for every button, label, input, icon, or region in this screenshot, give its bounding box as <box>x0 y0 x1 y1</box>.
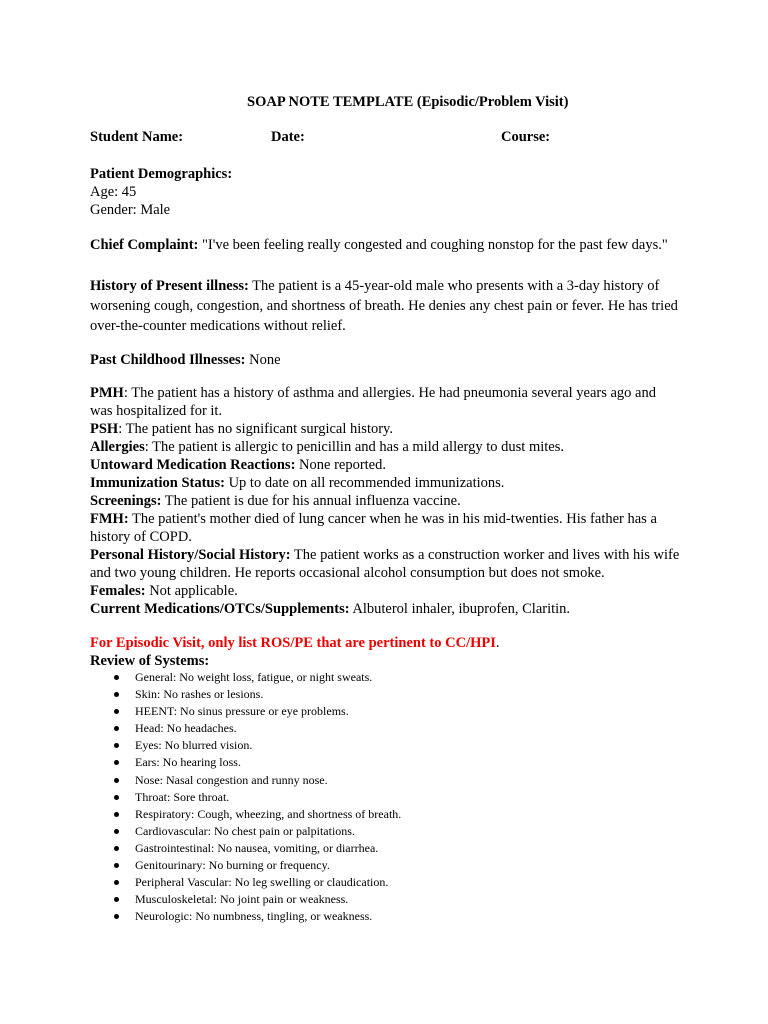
pmh-text: : The patient has a history of asthma and allergies. He had pneumonia several years ago and was hospitalized for it. <box>90 385 656 419</box>
untoward-text: None reported. <box>295 457 386 473</box>
episodic-note-text: For Episodic Visit, only list ROS/PE that are pertinent to CC/HPI <box>90 635 496 651</box>
chief-complaint-label: Chief Complaint: <box>90 237 199 253</box>
header-row <box>90 129 680 149</box>
history-present-illness <box>90 276 680 336</box>
past-childhood-illnesses <box>90 351 680 369</box>
history-line-allergies <box>90 438 680 456</box>
psh-text: : The patient has no significant surgical history. <box>118 421 393 437</box>
females-label: Females: <box>90 583 146 599</box>
list-item <box>90 874 680 891</box>
ros-list <box>90 669 680 925</box>
history-line-immunization <box>90 474 680 492</box>
fmh-label: FMH: <box>90 511 129 527</box>
bullet-icon <box>114 829 119 834</box>
social-history-label: Personal History/Social History: <box>90 547 291 563</box>
history-line-pmh <box>90 384 680 420</box>
females-text: Not applicable. <box>145 583 238 599</box>
list-item <box>90 703 680 720</box>
patient-demographics <box>90 165 680 219</box>
ros-heading: Review of Systems: <box>90 653 210 669</box>
psh-label: PSH <box>90 421 119 437</box>
history-section <box>90 384 680 618</box>
screenings-label: Screenings: <box>90 493 162 509</box>
list-item <box>90 772 680 789</box>
history-line-social <box>90 546 680 582</box>
gender-line: Gender: Male <box>90 202 171 218</box>
past-childhood-text: None <box>245 352 281 368</box>
bullet-icon <box>114 692 119 697</box>
student-name-label: Student Name: <box>90 129 184 145</box>
untoward-label: Untoward Medication Reactions: <box>90 457 296 473</box>
bullet-icon <box>114 709 119 714</box>
medications-label: Current Medications/OTCs/Supplements: <box>90 601 350 617</box>
immunization-label: Immunization Status: <box>90 475 225 491</box>
bullet-icon <box>114 743 119 748</box>
bullet-icon <box>114 778 119 783</box>
list-item <box>90 686 680 703</box>
demographics-heading: Patient Demographics: <box>90 166 233 182</box>
list-item <box>90 720 680 737</box>
ros-item-text: Gastrointestinal: No nausea, vomiting, or diarrhea. <box>135 840 379 855</box>
allergies-label: Allergies <box>90 439 145 455</box>
date-label: Date: <box>271 129 305 145</box>
ros-item-text: General: No weight loss, fatigue, or night sweats. <box>135 670 373 684</box>
list-item <box>90 891 680 908</box>
history-line-psh <box>90 420 680 438</box>
course-label: Course: <box>501 129 551 145</box>
list-item <box>90 789 680 806</box>
list-item <box>90 908 680 925</box>
social-history-text: The patient works as a construction worker and lives with his wife and two young children. He reports occasional alcohol consumption but does not smoke. <box>90 547 680 581</box>
episodic-note <box>90 634 680 652</box>
bullet-icon <box>114 812 119 817</box>
hpi-text: The patient is a 45-year-old male who presents with a 3-day history of worsening cough, congestion, and shortness of breath. He denies any chest pain or fever. He has tried over-the-counter medications without relief. <box>90 278 678 334</box>
medications-text: Albuterol inhaler, ibuprofen, Claritin. <box>349 601 571 617</box>
list-item <box>90 669 680 686</box>
age-line: Age: 45 <box>90 184 137 200</box>
allergies-text: : The patient is allergic to penicillin and has a mild allergy to dust mites. <box>144 439 564 455</box>
ros-item-text: Ears: No hearing loss. <box>135 755 241 770</box>
ros-item-text: Cardiovascular: No chest pain or palpitations. <box>135 823 355 838</box>
bullet-icon <box>114 914 119 919</box>
bullet-icon <box>114 760 119 765</box>
past-childhood-label: Past Childhood Illnesses: <box>90 352 246 368</box>
document-title: SOAP NOTE TEMPLATE (Episodic/Problem Visit) <box>247 94 569 110</box>
chief-complaint-text: "I've been feeling really congested and coughing nonstop for the past few days." <box>198 237 668 253</box>
screenings-text: The patient is due for his annual influenza vaccine. <box>161 493 461 509</box>
fmh-text: The patient's mother died of lung cancer when he was in his mid-twenties. His father has a history of COPD. <box>90 511 657 545</box>
hpi-label: History of Present illness: <box>90 278 249 294</box>
bullet-icon <box>114 795 119 800</box>
bullet-icon <box>114 863 119 868</box>
ros-item-text: Neurologic: No numbness, tingling, or weakness. <box>135 909 373 924</box>
list-item <box>90 737 680 754</box>
ros-item-text: Nose: Nasal congestion and runny nose. <box>135 772 328 787</box>
bullet-icon <box>114 726 119 731</box>
history-line-untoward <box>90 456 680 474</box>
pmh-label: PMH <box>90 385 124 401</box>
ros-item-text: Eyes: No blurred vision. <box>135 738 253 753</box>
bullet-icon <box>114 675 119 680</box>
history-line-females <box>90 582 680 600</box>
history-line-fmh <box>90 510 680 546</box>
ros-item-text: Head: No headaches. <box>135 721 237 736</box>
chief-complaint <box>90 235 680 255</box>
episodic-note-period: . <box>495 635 500 651</box>
history-line-screenings <box>90 492 680 510</box>
immunization-text: Up to date on all recommended immunizations. <box>224 475 505 491</box>
ros-item-text: HEENT: No sinus pressure or eye problems. <box>135 704 349 719</box>
ros-item-text: Genitourinary: No burning or frequency. <box>135 858 330 873</box>
list-item <box>90 806 680 823</box>
bullet-icon <box>114 846 119 851</box>
history-line-medications <box>90 600 680 618</box>
bullet-icon <box>114 897 119 902</box>
ros-item-text: Peripheral Vascular: No leg swelling or claudication. <box>135 875 389 890</box>
ros-item-text: Throat: Sore throat. <box>135 789 230 804</box>
ros-item-text: Skin: No rashes or lesions. <box>135 687 264 702</box>
list-item <box>90 823 680 840</box>
bullet-icon <box>114 880 119 885</box>
ros-item-text: Respiratory: Cough, wheezing, and shortness of breath. <box>135 806 402 821</box>
list-item <box>90 857 680 874</box>
ros-item-text: Musculoskeletal: No joint pain or weakness. <box>135 892 349 907</box>
list-item <box>90 840 680 857</box>
list-item <box>90 754 680 771</box>
